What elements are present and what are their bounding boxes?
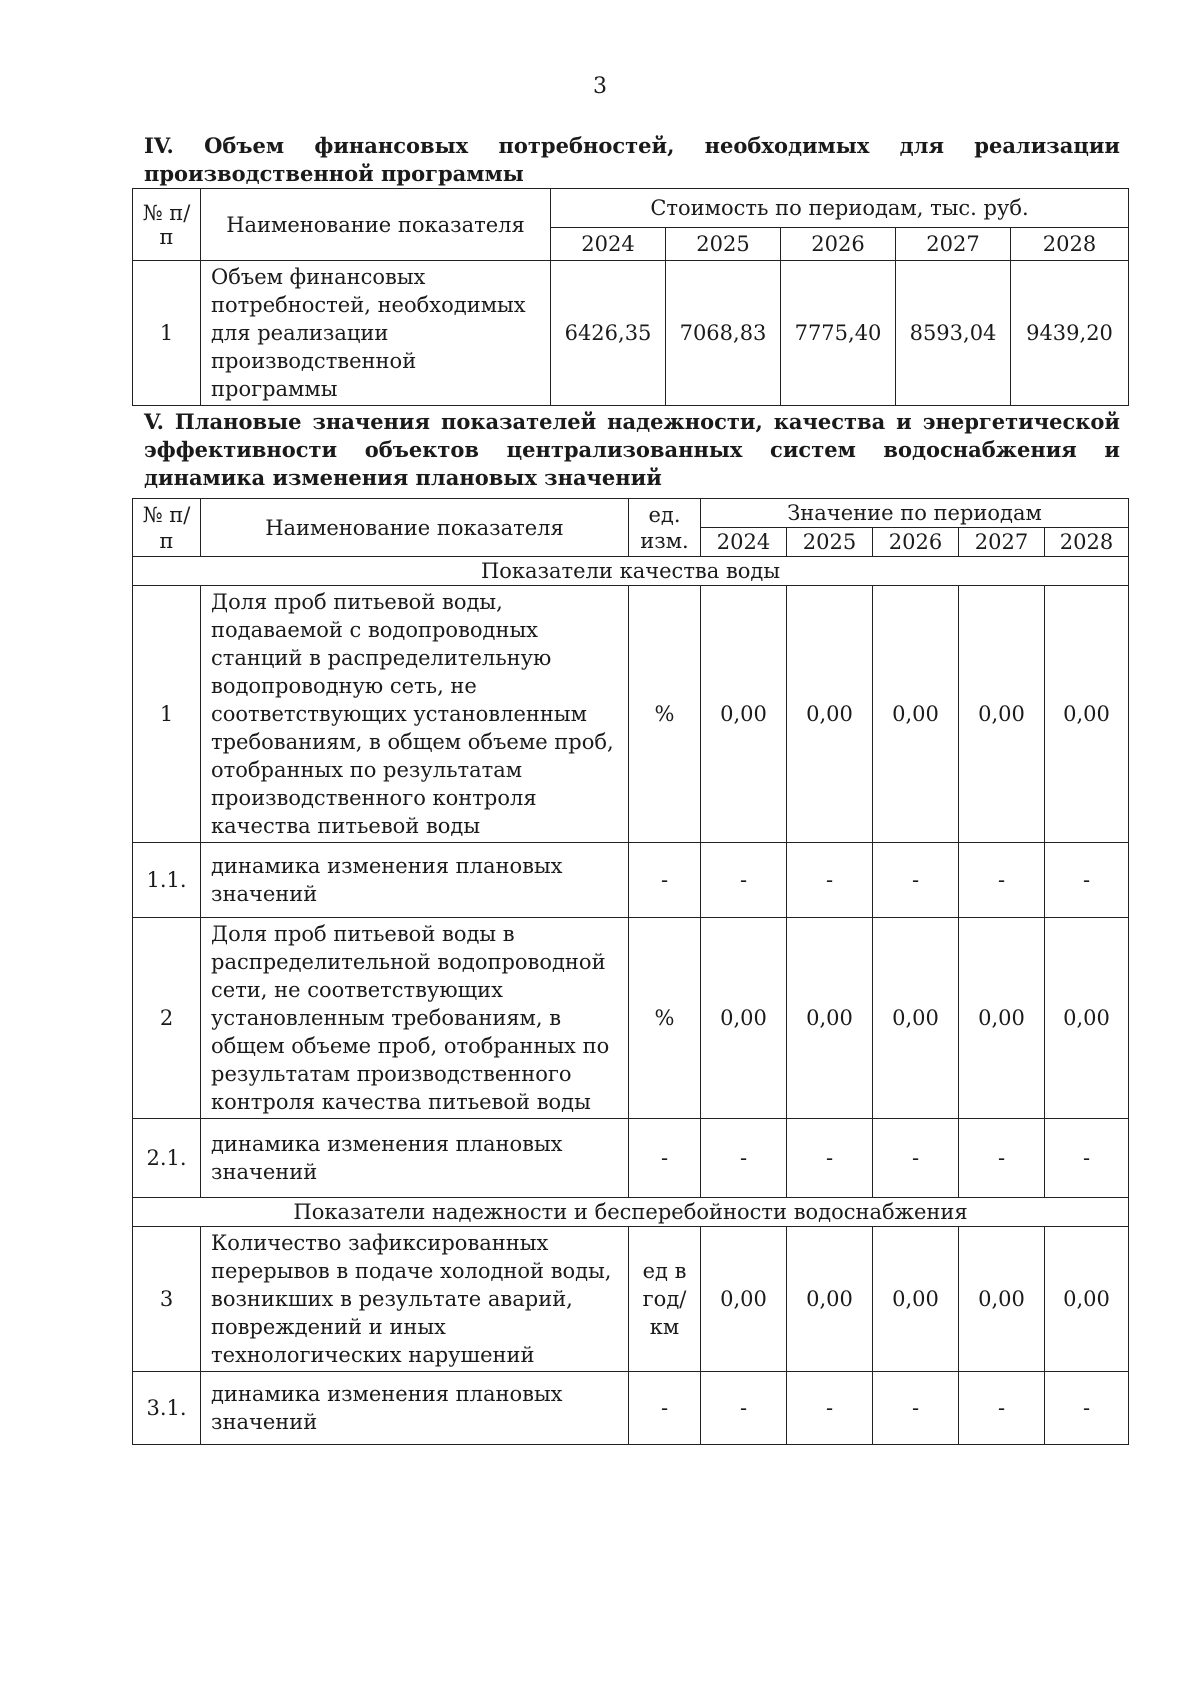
row-name: Доля проб питьевой воды, подаваемой с водопроводных станций в распределительную водопроводную сеть, не соответствующих установленным требованиям, в общем объеме проб, отобранных по результатам производственного контроля качества питьевой воды [201, 586, 629, 843]
year-header: 2025 [666, 228, 781, 261]
row-value: - [959, 843, 1045, 918]
year-header: 2027 [896, 228, 1011, 261]
row-value: 8593,04 [896, 261, 1011, 406]
row-value: 0,00 [873, 1227, 959, 1372]
year-header: 2027 [959, 528, 1045, 557]
row-num: 3 [133, 1227, 201, 1372]
row-value: 0,00 [787, 1227, 873, 1372]
row-unit: ед в год/ км [629, 1227, 701, 1372]
indicators-table [132, 498, 1129, 1445]
year-header: 2028 [1011, 228, 1129, 261]
row-value: 0,00 [1045, 586, 1129, 843]
row-value: - [1045, 1372, 1129, 1445]
row-name: динамика изменения плановых значений [201, 1372, 629, 1445]
row-unit: % [629, 918, 701, 1119]
row-name: динамика изменения плановых значений [201, 1119, 629, 1198]
row-value: 0,00 [959, 586, 1045, 843]
row-value: 0,00 [787, 586, 873, 843]
row-value: - [873, 1119, 959, 1198]
row-unit: - [629, 1119, 701, 1198]
row-value: - [1045, 843, 1129, 918]
table-row [133, 843, 1129, 918]
year-header: 2026 [873, 528, 959, 557]
row-value: 0,00 [701, 1227, 787, 1372]
col-header-cost: Стоимость по периодам, тыс. руб. [551, 189, 1129, 228]
row-value: 7775,40 [781, 261, 896, 406]
row-value: 6426,35 [551, 261, 666, 406]
row-value: 0,00 [701, 586, 787, 843]
row-value: 0,00 [1045, 918, 1129, 1119]
row-name: Объем финансовых потребностей, необходимых для реализации производственной программы [201, 261, 551, 406]
row-value: - [959, 1119, 1045, 1198]
table-row [133, 1227, 1129, 1372]
row-num: 1 [133, 586, 201, 843]
year-header: 2025 [787, 528, 873, 557]
table-row [133, 918, 1129, 1119]
year-header: 2026 [781, 228, 896, 261]
row-num: 2.1. [133, 1119, 201, 1198]
col-header-num: № п/п [133, 189, 201, 261]
row-value: - [701, 1372, 787, 1445]
row-value: 0,00 [873, 918, 959, 1119]
row-value: - [959, 1372, 1045, 1445]
table-row [133, 261, 1129, 406]
row-value: - [787, 1372, 873, 1445]
row-value: 0,00 [701, 918, 787, 1119]
col-header-values: Значение по периодам [701, 499, 1129, 528]
row-value: 0,00 [959, 1227, 1045, 1372]
row-value: - [873, 1372, 959, 1445]
row-value: 7068,83 [666, 261, 781, 406]
row-unit: - [629, 1372, 701, 1445]
row-value: 0,00 [959, 918, 1045, 1119]
row-value: 0,00 [787, 918, 873, 1119]
year-header: 2028 [1045, 528, 1129, 557]
page-number: 3 [593, 74, 607, 99]
section-iv-heading: IV. Объем финансовых потребностей, необходимых для реализации производственной программы [144, 133, 1120, 186]
section-v-heading: V. Плановые значения показателей надежности, качества и энергетической эффективности объектов централизованных систем водоснабжения и динамика изменения плановых значений [144, 409, 1120, 490]
table-row [133, 1372, 1129, 1445]
row-num: 3.1. [133, 1372, 201, 1445]
row-value: 0,00 [873, 586, 959, 843]
col-header-num: № п/п [133, 499, 201, 557]
row-name: Количество зафиксированных перерывов в подаче холодной воды, возникших в результате аварий, повреждений и иных технологических нарушений [201, 1227, 629, 1372]
table-row [133, 1119, 1129, 1198]
col-header-name: Наименование показателя [201, 189, 551, 261]
col-header-name: Наименование показателя [201, 499, 629, 557]
table-row [133, 586, 1129, 843]
section-row-reliability: Показатели надежности и бесперебойности водоснабжения [133, 1198, 1129, 1227]
year-header: 2024 [701, 528, 787, 557]
row-num: 1.1. [133, 843, 201, 918]
year-header: 2024 [551, 228, 666, 261]
row-name: Доля проб питьевой воды в распределительной водопроводной сети, не соответствующих установленным требованиям, в общем объеме проб, отобранных по результатам производственного контроля качества питьевой воды [201, 918, 629, 1119]
row-value: - [1045, 1119, 1129, 1198]
section-row-quality: Показатели качества воды [133, 557, 1129, 586]
row-value: - [873, 843, 959, 918]
row-unit: % [629, 586, 701, 843]
row-value: - [787, 1119, 873, 1198]
row-num: 1 [133, 261, 201, 406]
row-unit: - [629, 843, 701, 918]
row-value: - [701, 1119, 787, 1198]
row-value: 9439,20 [1011, 261, 1129, 406]
row-value: - [701, 843, 787, 918]
row-value: 0,00 [1045, 1227, 1129, 1372]
row-name: динамика изменения плановых значений [201, 843, 629, 918]
financial-needs-table [132, 188, 1129, 406]
row-value: - [787, 843, 873, 918]
row-num: 2 [133, 918, 201, 1119]
col-header-unit: ед. изм. [629, 499, 701, 557]
